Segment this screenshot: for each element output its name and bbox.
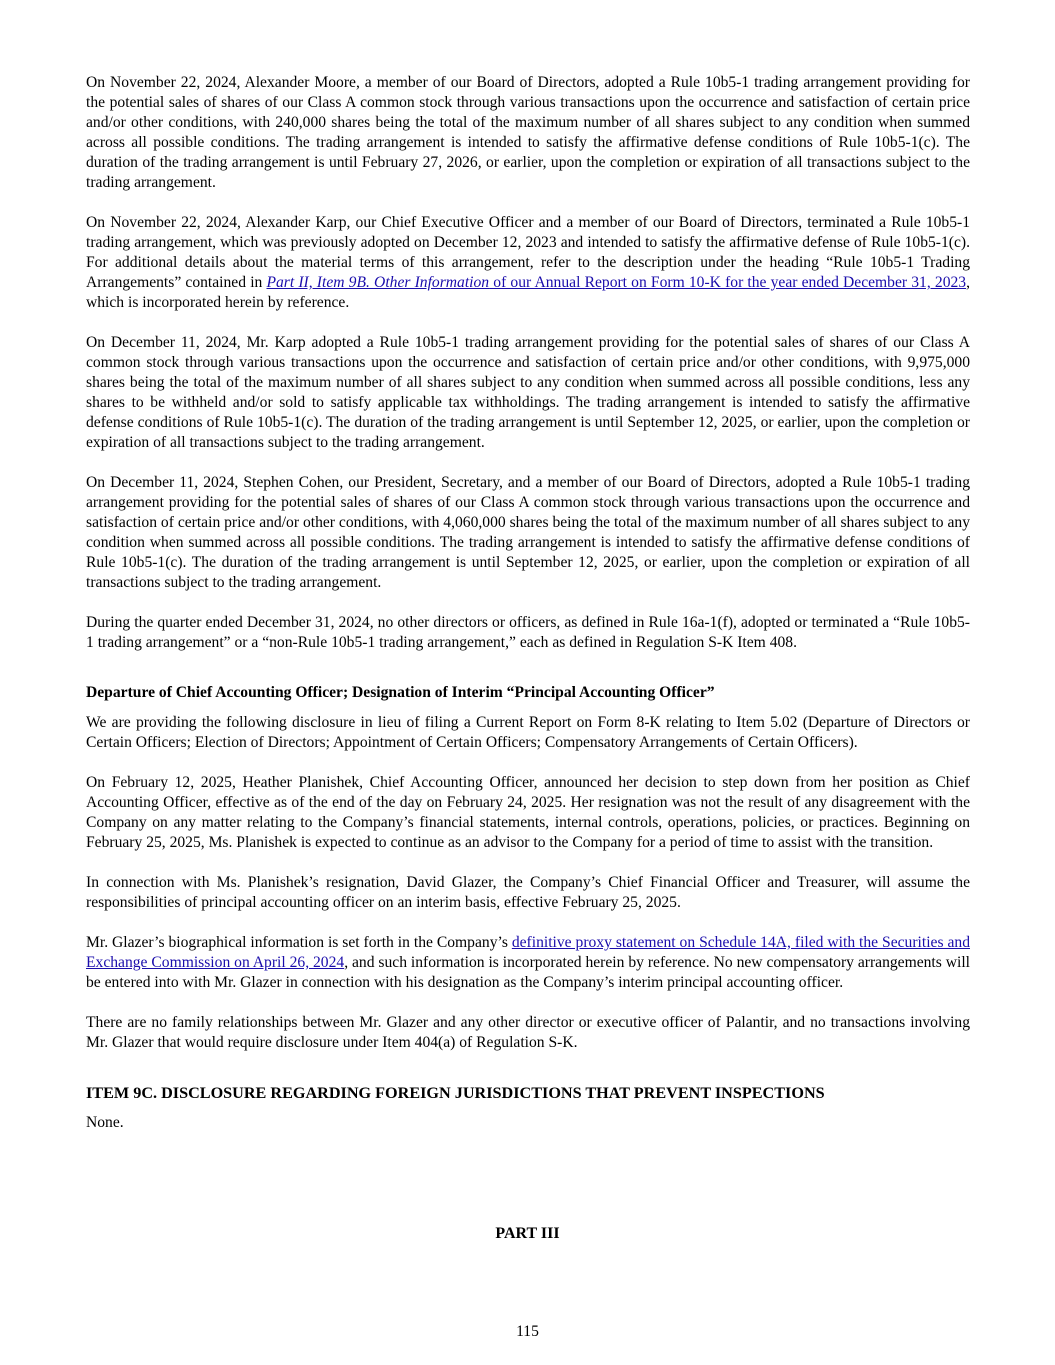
paragraph-moore-arrangement: On November 22, 2024, Alexander Moore, a member of our Board of Directors, adopted a Rule 10b5-1 trading arrangement providing for the potential sales of shares of our Class A common stock through various transactions upon the occurrence and satisfaction of certain price and/or other conditions, with 240,000 shares being the total of the maximum number of all shares subject to any condition when summed across all possible conditions. The trading arrangement is intended to satisfy the affirmative defense conditions of Rule 10b5-1(c). The duration of the trading arrangement is until February 27, 2026, or earlier, upon the completion or expiration of all transactions subject to the trading arrangement. xyxy=(86,74,970,191)
paragraph-karp-termination xyxy=(86,213,970,313)
paragraph-form-8k-disclosure: We are providing the following disclosure in lieu of filing a Current Report on Form 8-K relating to Item 5.02 (Departure of Directors or Certain Officers; Election of Directors; Appointment of Certain Officers; Compensatory Arrangements of Certain Officers). xyxy=(86,714,970,751)
karp-termination-text: On November 22, 2024, Alexander Karp, our Chief Executive Officer and a member of our Board of Directors, terminated a Rule 10b5-1 trading arrangement, which was previously adopted on December 12, 2023 and intended to satisfy the affirmative defense of Rule 10b5-1(c). For additional details about the material terms of this arrangement, refer to the description under the heading “Rule 10b5-1 Trading Arrangements” contained in xyxy=(86,214,970,291)
item-9c-heading: ITEM 9C. DISCLOSURE REGARDING FOREIGN JURISDICTIONS THAT PREVENT INSPECTIONS xyxy=(86,1084,825,1102)
annual-report-link-title: of our Annual Report on Form 10-K for the year ended December 31, 2023 xyxy=(489,274,967,291)
paragraph-no-other-arrangements: During the quarter ended December 31, 2024, no other directors or officers, as defined in Rule 16a-1(f), adopted or terminated a “Rule 10b5-1 trading arrangement” or a “non-Rule 10b5-1 trading arrangement,” each as defined in Regulation S-K Item 408. xyxy=(86,614,970,651)
part-iii-heading: PART III xyxy=(495,1225,560,1242)
glazer-biography-text: Mr. Glazer’s biographical information is set forth in the Company’s xyxy=(86,934,512,951)
annual-report-link-section: Part II, Item 9B. Other Information xyxy=(266,274,490,291)
paragraph-planishek-resignation: On February 12, 2025, Heather Planishek, Chief Accounting Officer, announced her decision to step down from her position as Chief Accounting Officer, effective as of the end of the day on February 24, 2025. Her resignation was not the result of any disagreement with the Company on any matter relating to the Company’s financial statements, internal controls, operations, policies, or practices. Beginning on February 25, 2025, Ms. Planishek is expected to continue as an advisor to the Company for a period of time to assist with the transition. xyxy=(86,774,970,851)
document-body xyxy=(86,73,970,1133)
paragraph-family-relationships: There are no family relationships between Mr. Glazer and any other director or executive officer of Palantir, and no transactions involving Mr. Glazer that would require disclosure under Item 404(a) of Regulation S-K. xyxy=(86,1014,970,1051)
proxy-statement-link[interactable]: definitive proxy statement on Schedule 14A, filed with the Securities and Exchange Commission on April 26, 2024 xyxy=(86,934,970,971)
paragraph-cohen-arrangement: On December 11, 2024, Stephen Cohen, our President, Secretary, and a member of our Board of Directors, adopted a Rule 10b5-1 trading arrangement providing for the potential sales of shares of our Class A common stock through various transactions upon the occurrence and satisfaction of certain price and/or other conditions, with 4,060,000 shares being the total of the maximum number of all shares subject to any condition when summed across all possible conditions. The trading arrangement is intended to satisfy the affirmative defense conditions of Rule 10b5-1(c). The duration of the trading arrangement is until September 12, 2025, or earlier, upon the completion or expiration of all transactions subject to the trading arrangement. xyxy=(86,474,970,591)
item-9c-none: None. xyxy=(86,1114,124,1131)
page-number: 115 xyxy=(516,1323,539,1340)
departure-heading: Departure of Chief Accounting Officer; Designation of Interim “Principal Accounting Officer” xyxy=(86,684,715,701)
glazer-biography-tail: , and such information is incorporated herein by reference. No new compensatory arrangements will be entered into with Mr. Glazer in connection with his designation as the Company’s interim principal accounting officer. xyxy=(86,954,970,991)
annual-report-link[interactable] xyxy=(266,274,966,291)
paragraph-karp-adoption: On December 11, 2024, Mr. Karp adopted a Rule 10b5-1 trading arrangement providing for the potential sales of shares of our Class A common stock through various transactions upon the occurrence and satisfaction of certain price and/or other conditions, with 9,975,000 shares being the total of the maximum number of all shares subject to any condition when summed across all possible conditions, less any shares to be withheld and/or sold to satisfy applicable tax withholdings. The trading arrangement is intended to satisfy the affirmative defense conditions of Rule 10b5-1(c). The duration of the trading arrangement is until September 12, 2025, or earlier, upon the completion or expiration of all transactions subject to the trading arrangement. xyxy=(86,334,970,451)
karp-termination-tail: , which is incorporated herein by reference. xyxy=(86,274,970,311)
paragraph-glazer-biography xyxy=(86,933,970,993)
paragraph-glazer-interim: In connection with Ms. Planishek’s resignation, David Glazer, the Company’s Chief Financial Officer and Treasurer, will assume the responsibilities of principal accounting officer on an interim basis, effective February 25, 2025. xyxy=(86,874,970,911)
